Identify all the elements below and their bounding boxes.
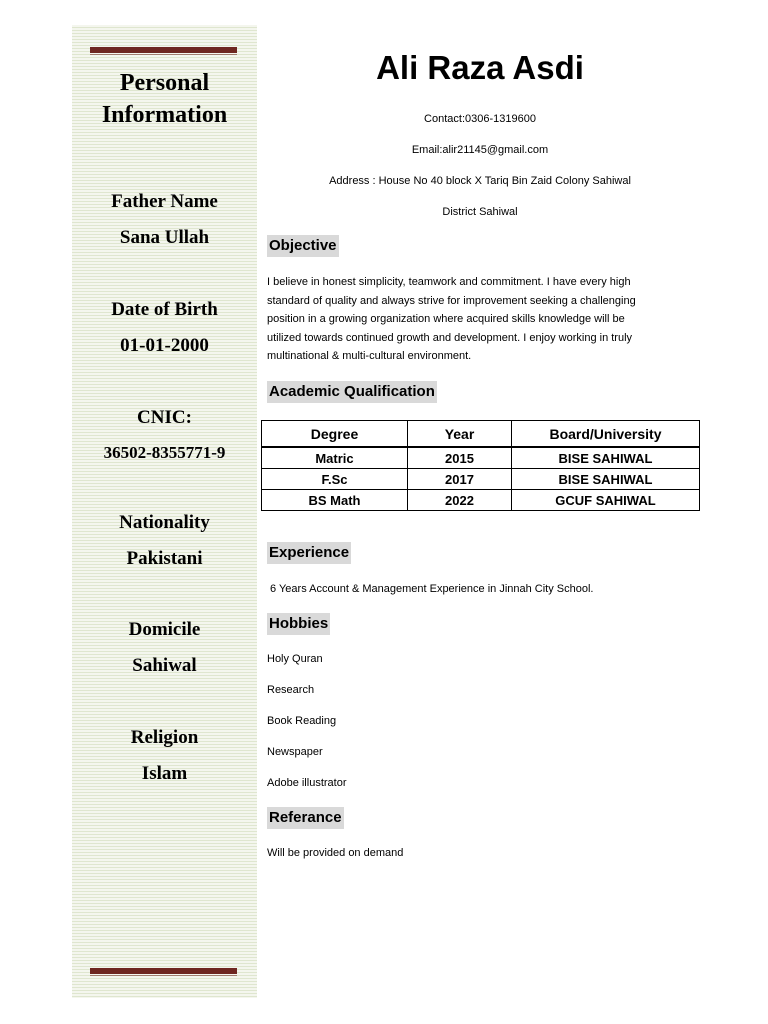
nationality-value: Pakistani	[126, 548, 203, 569]
sidebar-title-line1: Personal	[119, 70, 210, 96]
reference-heading: Referance	[267, 807, 344, 829]
table-row	[262, 447, 700, 469]
experience-text: 6 Years Account & Management Experience in Jinnah City School.	[270, 583, 594, 595]
table-cell: Matric	[262, 447, 408, 469]
table-cell: BISE SAHIWAL	[512, 469, 700, 490]
bottom-rule	[90, 968, 237, 974]
academic-heading: Academic Qualification	[267, 381, 437, 403]
cnic-label: CNIC:	[137, 407, 192, 428]
sidebar-title	[72, 67, 257, 131]
father-name-value: Sana Ullah	[119, 227, 210, 248]
religion-label: Religion	[130, 727, 199, 748]
reference-text: Will be provided on demand	[267, 847, 404, 859]
hobby-item: Holy Quran	[267, 653, 323, 665]
objective-line: standard of quality and always strive for improvement seeking a challenging	[267, 294, 636, 307]
cnic-value: 36502-8355771-9	[103, 443, 226, 462]
contact-address: Address : House No 40 block X Tariq Bin Zaid Colony Sahiwal	[329, 175, 631, 187]
contact-district: District Sahiwal	[442, 206, 518, 218]
hobby-item: Research	[267, 684, 315, 696]
contact-email: Email:alir21145@gmail.com	[411, 144, 549, 156]
table-cell: BS Math	[262, 490, 408, 511]
academic-table	[261, 420, 700, 511]
personal-info-sidebar	[72, 25, 257, 998]
table-cell: BISE SAHIWAL	[512, 447, 700, 469]
dob-label: Date of Birth	[111, 299, 218, 320]
table-cell: 2017	[408, 469, 512, 490]
objective-text	[267, 273, 687, 366]
table-row	[262, 490, 700, 511]
table-header-cell: Board/University	[512, 421, 700, 448]
father-name-label: Father Name	[111, 191, 218, 212]
domicile-value: Sahiwal	[132, 655, 197, 676]
domicile-label: Domicile	[128, 619, 201, 640]
top-rule	[90, 47, 237, 53]
table-cell: 2015	[408, 447, 512, 469]
table-cell: 2022	[408, 490, 512, 511]
hobbies-heading: Hobbies	[267, 613, 330, 635]
religion-value: Islam	[141, 763, 188, 784]
hobby-item: Book Reading	[267, 715, 337, 727]
objective-line: multinational & multi-cultural environment.	[267, 350, 472, 362]
table-row	[262, 469, 700, 490]
sidebar-title-line2: Information	[101, 102, 228, 128]
table-header-row	[262, 421, 700, 448]
nationality-label: Nationality	[119, 512, 210, 533]
resume-name: Ali Raza Asdi	[376, 49, 584, 86]
dob-value: 01-01-2000	[120, 335, 209, 356]
objective-line: I believe in honest simplicity, teamwork and commitment. I have every high	[267, 276, 631, 288]
table-header-cell: Year	[408, 421, 512, 448]
objective-line: position in a growing organization where acquired skills knowledge will be	[267, 313, 625, 325]
objective-heading: Objective	[267, 235, 339, 257]
hobby-item: Adobe illustrator	[267, 777, 347, 789]
hobby-item: Newspaper	[267, 746, 323, 758]
table-cell: F.Sc	[262, 469, 408, 490]
objective-line: utilized towards continued growth and development. I enjoy working in truly	[267, 331, 633, 344]
contact-phone: Contact:0306-1319600	[424, 113, 536, 125]
experience-heading: Experience	[267, 542, 351, 564]
table-cell: GCUF SAHIWAL	[512, 490, 700, 511]
table-header-cell: Degree	[262, 421, 408, 448]
